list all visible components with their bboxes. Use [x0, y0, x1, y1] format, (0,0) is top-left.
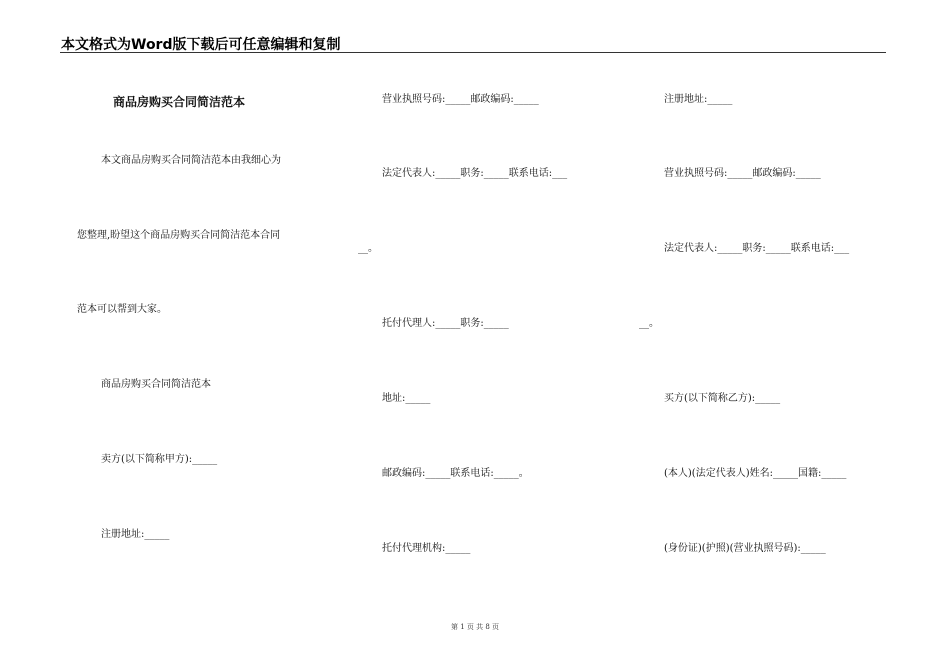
col1-line-1: 本文商品房购买合同简洁范本由我细心为 [101, 155, 281, 166]
col3-line-1: 注册地址:_____ [664, 94, 733, 105]
col3-line-3: 法定代表人:_____职务:_____联系电话:___ [664, 243, 850, 254]
col1-line-6: 注册地址:_____ [101, 529, 170, 540]
col2-line-3: __。 [358, 243, 378, 254]
col2-line-6: 邮政编码:_____联系电话:_____。 [382, 468, 529, 479]
header-divider [60, 52, 886, 53]
col2-line-5: 地址:_____ [382, 393, 431, 404]
col3-line-5: 买方(以下简称乙方):_____ [664, 393, 781, 404]
col3-line-2: 营业执照号码:_____邮政编码:_____ [664, 168, 821, 179]
col3-line-7: (身份证)(护照)(营业执照号码):_____ [664, 543, 826, 554]
page-number: 第 1 页 共 8 页 [450, 623, 500, 631]
col2-line-7: 托付代理机构:_____ [382, 543, 471, 554]
col3-line-6: (本人)(法定代表人)姓名:_____国籍:_____ [664, 468, 847, 479]
col3-line-4: __。 [639, 318, 659, 329]
col1-line-4: 商品房购买合同简洁范本 [101, 379, 211, 390]
col1-line-2: 您整理,盼望这个商品房购买合同简洁范本合同 [77, 230, 281, 241]
page-header-title: 本文格式为Word版下载后可任意编辑和复制 [61, 37, 341, 53]
document-title: 商品房购买合同简洁范本 [113, 95, 246, 109]
col2-line-1: 营业执照号码:_____邮政编码:_____ [382, 94, 539, 105]
col1-line-3: 范本可以帮到大家。 [77, 304, 167, 315]
col2-line-4: 托付代理人:_____职务:_____ [382, 318, 509, 329]
col1-line-5: 卖方(以下简称甲方):_____ [101, 454, 218, 465]
col2-line-2: 法定代表人:_____职务:_____联系电话:___ [382, 168, 568, 179]
